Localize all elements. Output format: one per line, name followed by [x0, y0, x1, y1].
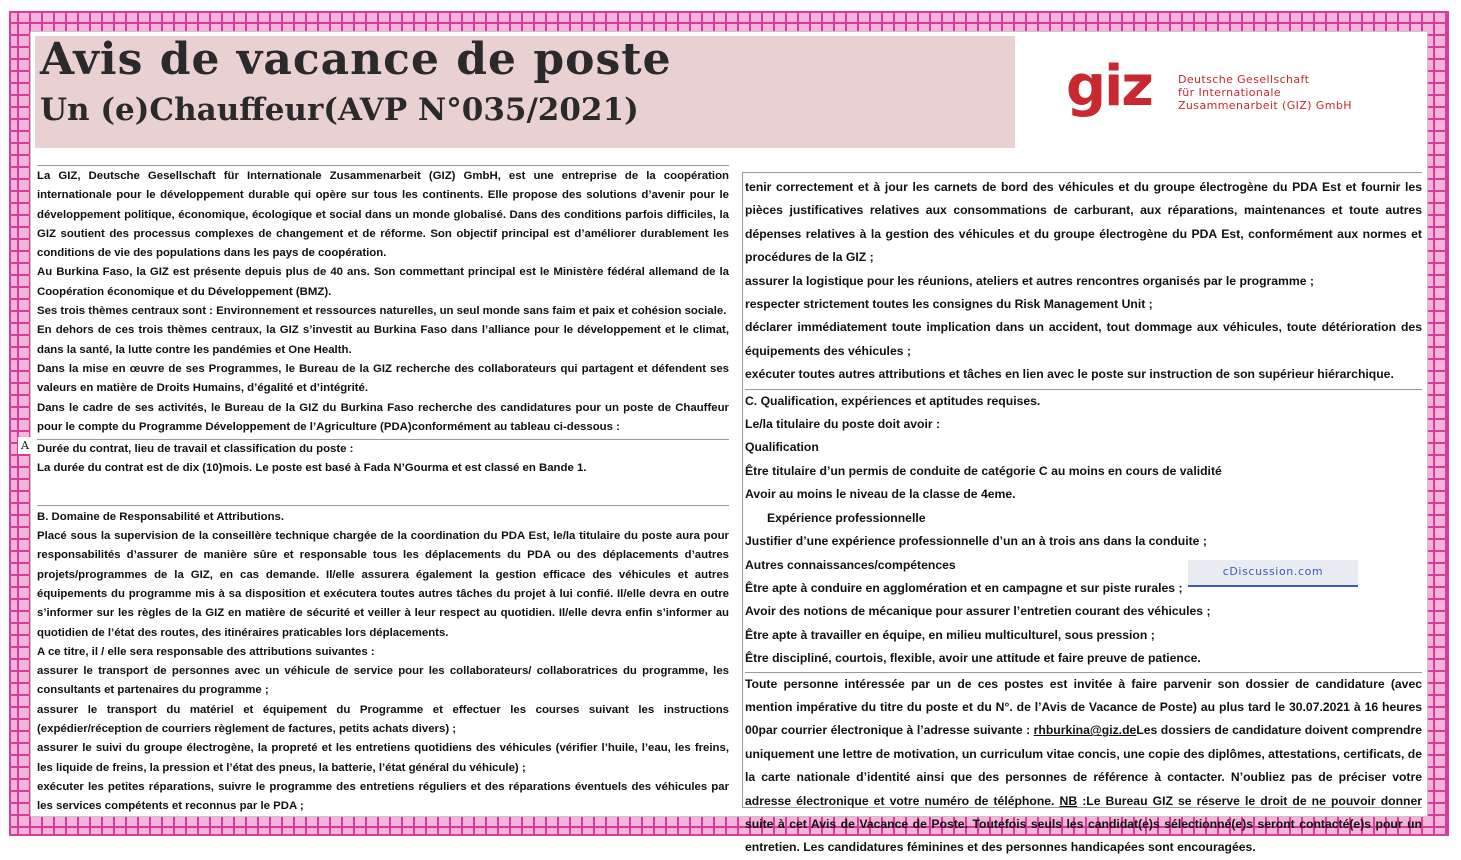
application-text-3: :Le Bureau GIZ se réserve le droit de ne pouvoir donner suite à cet Avis de Vacance de Poste. Toutefois seuls les candidat(e)s sélectionné(e)s seront contacté(e)s pour un entretien. Les candidatures féminines et des personnes handicapées sont encouragées.	[745, 793, 1423, 855]
duty-item: assurer le transport du matériel et équipement du Programme et effectuer les courses suivant les instructions (expédier/réception de courriers règlement de factures, petits achats divers) ;	[37, 703, 729, 736]
giz-logo-caption	[1178, 73, 1352, 112]
nb-label: NB	[1059, 793, 1078, 808]
intro-paragraph-3: Ses trois thèmes centraux sont : Environnement et ressources naturelles, un seul monde sans faim et paix et cohésion sociale.	[37, 305, 727, 318]
section-a-letter: A	[18, 437, 32, 454]
duty-item: assurer la logistique pour les réunions, ateliers et autres rencontres organisés par le programme ;	[745, 273, 1314, 288]
left-column-top-rule	[37, 165, 729, 166]
requirement-item: Être apte à conduire en agglomération et en campagne et sur piste rurales ;	[745, 580, 1183, 595]
duty-item: assurer le transport de personnes avec un véhicule de service pour les collaborateurs/ collaboratrices du programme, les consultants et partenaires du programme ;	[37, 665, 729, 697]
section-a-title: Durée du contrat, lieu de travail et classification du poste :	[37, 443, 354, 456]
section-c-intro: Le/la titulaire du poste doit avoir :	[745, 417, 941, 432]
logo-line-2: für Internationale	[1178, 86, 1282, 99]
qualification-heading: Qualification	[745, 440, 819, 455]
application-section	[745, 672, 1422, 860]
section-b	[37, 505, 729, 817]
experience-heading: Expérience professionnelle	[767, 510, 926, 525]
duty-item: exécuter les petites réparations, suivre le programme des entretiens réguliers et des réparations éventuels des véhicules par les services compétents et reconnus par le PDA ;	[37, 780, 729, 813]
requirement-item: Être titulaire d’un permis de conduite de catégorie C au moins en cours de validité	[745, 463, 1222, 478]
section-a	[37, 439, 729, 479]
logo-line-1: Deutsche Gesellschaft	[1178, 73, 1310, 86]
intro-paragraph-4: En dehors de ces trois thèmes centraux, la GIZ s’investit au Burkina Faso dans l’alliance pour le développement et le climat, dans la santé, la lutte contre les pandémies et One Health.	[37, 324, 729, 356]
requirement-item: Justifier d’une expérience professionnelle d’un an à trois ans dans la conduite ;	[745, 534, 1207, 549]
section-b-title: B. Domaine de Responsabilité et Attributions.	[37, 510, 285, 523]
requirement-item: Être discipliné, courtois, flexible, avoir une attitude et faire preuve de patience.	[745, 651, 1201, 666]
section-c-title: C. Qualification, expériences et aptitudes requises.	[745, 393, 1041, 408]
application-text	[745, 673, 1422, 860]
right-column	[745, 176, 1422, 860]
section-c	[745, 389, 1422, 671]
duty-item: exécuter toutes autres attributions et tâches en lien avec le poste sur instruction de son supérieur hiérarchique.	[745, 367, 1394, 382]
intro-paragraph-5: Dans la mise en œuvre de ses Programmes, le Bureau de la GIZ recherche des collaborateurs qui partagent et défendent ses valeurs en matière de Droits Humains, d’égalité et d’intégrité.	[37, 362, 729, 395]
giz-logo-word: giz	[1066, 54, 1152, 119]
intro-paragraph-2: Au Burkina Faso, la GIZ est présente depuis plus de 40 ans. Son commettant principal est le Ministère fédéral allemand de la Coopération économique et du Développement (BMZ).	[37, 266, 729, 298]
intro-paragraph-6: Dans le cadre de ses activités, le Bureau de la GIZ du Burkina Faso recherche des candidatures pour un poste de Chauffeur pour le compte du Programme Développement de l’Agriculture (PDA)conformément au tableau ci-dessous :	[37, 401, 729, 433]
application-text-1: Toute personne intéressée par un de ces postes est invitée à faire parvenir son dossier de candidature (avec mention impérative du titre du poste et du N°. de l’Avis de Vacance de Poste) au plus tard le 30.07.2021 à 16 heures 00par courrier électronique à l’adresse suivante :	[745, 676, 1422, 738]
section-b-paragraph-2: A ce titre, il / elle sera responsable des attributions suivantes :	[37, 645, 375, 658]
duty-item: respecter strictement toutes les consignes du Risk Management Unit ;	[745, 297, 1153, 312]
watermark: cDiscussion.com	[1188, 560, 1358, 587]
email-link[interactable]: rhburkina@giz.de	[1033, 723, 1137, 738]
logo-line-3: Zusammenarbeit (GIZ) GmbH	[1178, 99, 1352, 112]
section-b-paragraph-1: Placé sous la supervision de la conseillère technique chargée de la coordination du PDA Est, le/la titulaire du poste aura pour responsabilités d’assurer de manière sûre et responsable tous les déplacements du PDA ou des déplacements d’autres projets/programmes de la GIZ, en cas demande. Il/elle assurera également la gestion efficace des véhicules et autres équipements du programme mis à sa disposition et exécutera toutes autres tâches du projet à lui confié. Il/elle devra en outre s’informer sur les règles de la GIZ en matière de sécurité et veiller à leur respect au quotidien. Il/elle devra enfin s’informer au quotidien de l’état des routes, des itinéraires praticables lors déplacements.	[37, 530, 729, 639]
job-title: Un (e)Chauffeur(AVP N°035/2021)	[40, 92, 639, 128]
giz-logo	[1018, 40, 1422, 148]
requirement-item: Être apte à travailler en équipe, en milieu multiculturel, sous pression ;	[745, 627, 1155, 642]
right-column-left-rule	[742, 172, 743, 807]
page-title: Avis de vacance de poste	[40, 34, 672, 85]
right-column-top-rule	[742, 172, 1422, 173]
intro-paragraph-1: La GIZ, Deutsche Gesellschaft für Internationale Zusammenarbeit (GIZ) GmbH, est une entreprise de la coopération internationale pour le développement durable qui opère sur tous les continents. Elle propose des solutions d’avenir pour le développement politique, économique, écologique et social dans un monde globalisé. Dans des conditions parfois difficiles, la GIZ soutient des processus complexes de changement et de réforme. Son objectif principal est d’améliorer durablement les conditions de vie des populations dans les pays de coopération.	[37, 170, 729, 260]
duty-item: tenir correctement et à jour les carnets de bord des véhicules et du groupe électrogène du PDA Est et fournir les pièces justificatives relatives aux consommations de carburant, aux réparations, maintenances et toute autres dépenses relatives à la gestion des véhicules et du groupe électrogène du PDA Est, conformément aux normes et procédures de la GIZ ;	[745, 180, 1422, 265]
requirement-item: Avoir au moins le niveau de la classe de 4eme.	[745, 487, 1016, 502]
requirement-item: Avoir des notions de mécanique pour assurer l’entretien courant des véhicules ;	[745, 604, 1211, 619]
duty-item: déclarer immédiatement toute implication dans un accident, tout dommage aux véhicules, toute détérioration des équipements des véhicules ;	[745, 320, 1422, 358]
section-a-text: La durée du contrat est de dix (10)mois. Le poste est basé à Fada N’Gourma et est classé en Bande 1.	[37, 462, 587, 475]
competence-heading: Autres connaissances/compétences	[745, 557, 956, 572]
duty-item: assurer le suivi du groupe électrogène, la propreté et les entretiens quotidiens des véhicules (vérifier l’huile, l’eau, les freins, les liquide de freins, la pression et l’état des pneus, la batterie, l’état général du véhicule) ;	[37, 742, 729, 774]
left-column	[37, 167, 729, 817]
application-text-2: Les dossiers de candidature doivent comprendre uniquement une lettre de motivation, un curriculum vitae concis, une copie des diplômes, attestations, certificats, de la carte nationale d’identité ainsi que des personnes de référence à contacter. N’oubliez pas de préciser votre adresse électronique et votre numéro de téléphone.	[745, 723, 1422, 808]
